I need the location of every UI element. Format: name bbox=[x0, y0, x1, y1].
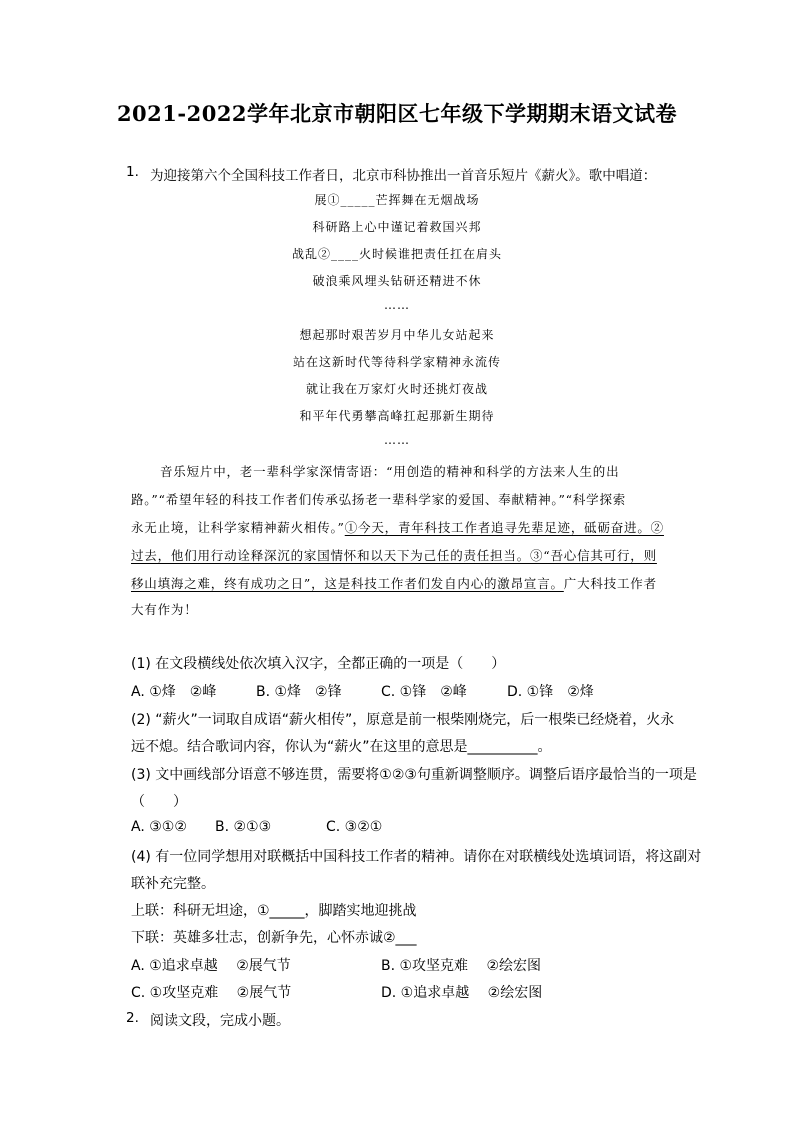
underlined-sentence: 过去，他们用行动诠释深沉的家国情怀和以天下为己任的责任担当。③“吾心信其可行，则 bbox=[131, 548, 657, 563]
passage-line bbox=[131, 574, 657, 592]
passage-line: 路。”“希望年轻的科技工作者们传承弘扬老一辈科学家的爱国、奉献精神。”“科学探索 bbox=[131, 492, 627, 507]
option-a[interactable]: A. ①追求卓越 ②展气节 bbox=[131, 958, 291, 974]
lyric-line: 破浪乘风埋头钻研还精进不休 bbox=[312, 274, 482, 288]
sub-question-1: (1) 在文段横线处依次填入汉字，全都正确的一项是（ ） bbox=[131, 656, 506, 672]
lyric-line: 就让我在万家灯火时还挑灯夜战 bbox=[305, 382, 488, 396]
option-b[interactable]: B. ①烽 ②锋 bbox=[256, 684, 342, 700]
page-title: 2021-2022学年北京市朝阳区七年级下学期期末语文试卷 bbox=[116, 101, 678, 126]
underlined-sentence: ①今天，青年科技工作者追寻先辈足迹，砥砺奋进。② bbox=[344, 520, 664, 535]
lyric-line: 科研路上心中谨记着救国兴邦 bbox=[312, 220, 482, 234]
passage-line: 大有作为！ bbox=[131, 602, 198, 617]
option-a[interactable]: A. ③①② bbox=[131, 819, 187, 835]
question-1-intro: 为迎接第六个全国科技工作者日，北京市科协推出一首音乐短片《薪火》。歌中唱道： bbox=[150, 168, 657, 184]
sub-question-2-line: (2) “薪火”一词取自成语“薪火相传”，原意是前一根柴刚烧完，后一根柴已经烧着，火永 bbox=[131, 712, 675, 728]
lyric-line: 战乱②____火时候谁把责任扛在肩头 bbox=[291, 247, 502, 261]
option-d[interactable]: D. ①锋 ②烽 bbox=[507, 684, 594, 700]
option-c[interactable]: C. ③②① bbox=[326, 819, 383, 835]
lyric-ellipsis: …… bbox=[384, 433, 410, 447]
couplet-upper: 上联：科研无坦途，①_____，脚踏实地迎挑战 bbox=[131, 903, 417, 919]
passage-line bbox=[131, 518, 664, 536]
lyric-line: 展①_____芒挥舞在无烟战场 bbox=[314, 193, 480, 207]
lyric-line: 站在这新时代等待科学家精神永流传 bbox=[292, 355, 501, 369]
lyric-line: 想起那时艰苦岁月中华儿女站起来 bbox=[299, 328, 495, 342]
passage-text: 广大科技工作者 bbox=[563, 576, 657, 591]
answer-bracket: （ ） bbox=[131, 794, 187, 810]
underlined-sentence: 移山填海之难，终有成功之日”，这是科技工作者们发自内心的激昂宣言。 bbox=[131, 576, 564, 591]
question-2-text: 阅读文段，完成小题。 bbox=[150, 1013, 290, 1029]
passage-line: 音乐短片中，老一辈科学家深情寄语：“用创造的精神和科学的方法来人生的出 bbox=[160, 464, 620, 479]
option-b[interactable]: B. ②①③ bbox=[215, 819, 272, 835]
question-1-number: 1. bbox=[126, 164, 139, 180]
sub-question-4-line: 联补充完整。 bbox=[131, 876, 215, 892]
question-2-number: 2. bbox=[126, 1010, 139, 1026]
option-a[interactable]: A. ①烽 ②峰 bbox=[131, 684, 217, 700]
option-d[interactable]: D. ①追求卓越 ②绘宏图 bbox=[381, 985, 543, 1001]
lyric-line: 和平年代勇攀高峰扛起那新生期待 bbox=[299, 409, 495, 423]
option-c[interactable]: C. ①攻坚克难 ②展气节 bbox=[131, 985, 292, 1001]
option-c[interactable]: C. ①锋 ②峰 bbox=[381, 684, 467, 700]
sub-question-2-line: 远不熄。结合歌词内容，你认为“薪火”在这里的意思是__________。 bbox=[131, 739, 552, 755]
couplet-lower: 下联：英雄多壮志，创新争先，心怀赤诚②___ bbox=[131, 930, 417, 946]
option-b[interactable]: B. ①攻坚克难 ②绘宏图 bbox=[381, 958, 542, 974]
sub-question-4-line: (4) 有一位同学想用对联概括中国科技工作者的精神。请你在对联横线处选填词语，将这副对 bbox=[131, 849, 702, 865]
lyric-ellipsis: …… bbox=[384, 298, 410, 312]
passage-text: 永无止境，让科学家精神薪火相传。” bbox=[131, 520, 345, 535]
sub-question-3-line: (3) 文中画线部分语意不够连贯，需要将①②③句重新调整顺序。调整后语序最恰当的一项是 bbox=[131, 767, 697, 783]
